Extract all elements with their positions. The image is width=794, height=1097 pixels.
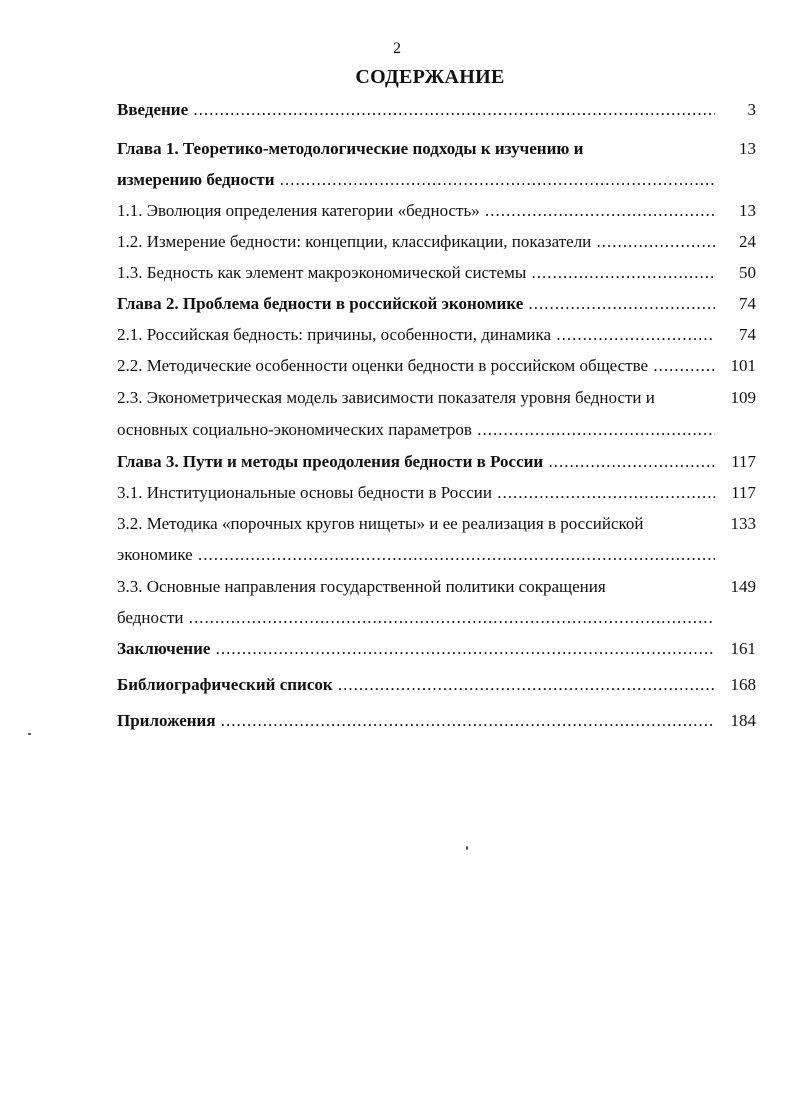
toc-entry-appendix: Приложения ..... (117, 709, 715, 733)
toc-page-appendix: 184 (730, 711, 756, 730)
toc-entry-s3-3: 3.3. Основные направления государственной политики сокращения (117, 577, 606, 596)
toc-page-s2-3: 109 (730, 388, 756, 407)
toc-page-ch2: 74 (739, 294, 756, 313)
scan-speck (466, 846, 468, 850)
toc-page-conclusion: 161 (730, 639, 756, 658)
toc-page-intro: 3 (747, 100, 756, 119)
toc-entry-s2-3: 2.3. Эконометрическая модель зависимости показателя уровня бедности и (117, 388, 655, 407)
toc-page-bibliography: 168 (730, 675, 756, 694)
toc-entry-ch3: Глава 3. Пути и методы преодоления бедности в России ..... (117, 450, 715, 474)
toc-entry-s1-1: 1.1. Эволюция определения категории «бедность» ..... (117, 199, 715, 223)
toc-entry-conclusion: Заключение ..... (117, 637, 715, 661)
toc-entry-s1-3: 1.3. Бедность как элемент макроэкономической системы ..... (117, 261, 715, 285)
toc-entry-s1-2: 1.2. Измерение бедности: концепции, классификации, показатели ..... (117, 230, 715, 254)
toc-page-s3-3: 149 (730, 577, 756, 596)
toc-entry-s3-2-cont: экономике ..... (117, 543, 715, 567)
page-title: СОДЕРЖАНИЕ (355, 66, 505, 88)
page-number: 2 (393, 40, 401, 57)
scan-speck (28, 733, 31, 735)
toc-page-s3-1: 117 (731, 483, 756, 502)
toc-page-s1-3: 50 (739, 263, 756, 282)
toc-entry-intro: Введение ..... (117, 98, 715, 122)
toc-entry-ch1-cont: измерению бедности ..... (117, 168, 715, 192)
toc-entry-s3-3-cont: бедности ..... (117, 606, 715, 630)
toc-entry-ch2: Глава 2. Проблема бедности в российской экономике ..... (117, 292, 715, 316)
toc-page-s2-1: 74 (739, 325, 756, 344)
toc-entry-s3-2: 3.2. Методика «порочных кругов нищеты» и ее реализация в российской (117, 514, 644, 533)
toc-page-s1-1: 13 (739, 201, 756, 220)
toc-entry-bibliography: Библиографический список ..... (117, 673, 715, 697)
toc-page-s1-2: 24 (739, 232, 756, 251)
toc-entry-s2-3-cont: основных социально-экономических параметров ..... (117, 418, 715, 442)
toc-page-s3-2: 133 (730, 514, 756, 533)
toc-entry-s2-2: 2.2. Методические особенности оценки бедности в российском обществе ..... (117, 354, 715, 378)
toc-page-s2-2: 101 (730, 356, 756, 375)
toc-entry-s2-1: 2.1. Российская бедность: причины, особенности, динамика ..... (117, 323, 715, 347)
toc-entry-s3-1: 3.1. Институциональные основы бедности в России ..... (117, 481, 715, 505)
toc-page-ch3: 117 (731, 452, 756, 471)
toc-entry-ch1: Глава 1. Теоретико-методологические подходы к изучению и (117, 139, 584, 158)
toc-page-ch1: 13 (739, 139, 756, 158)
